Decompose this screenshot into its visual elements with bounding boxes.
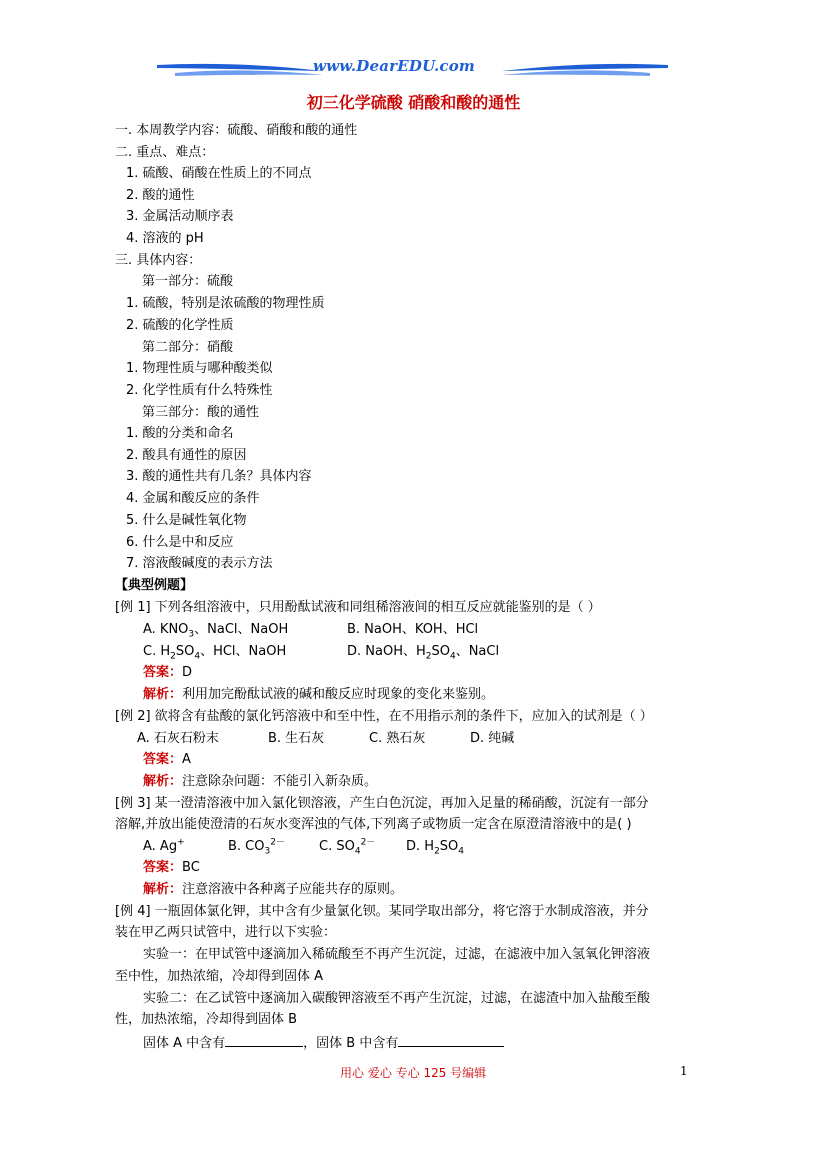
part-1-heading: 第一部分：硫酸: [142, 274, 234, 289]
experiment-2-line-1: 实验二：在乙试管中逐滴加入碳酸钾溶液至不再产生沉淀，过滤，在滤渣中加入盐酸至酸: [143, 991, 651, 1006]
example-3-option-b: B. $CO_3^{2-}$: [228, 837, 285, 857]
page-title: 初三化学硫酸 硝酸和酸的通性: [306, 93, 521, 112]
section-2-heading: 二. 重点、难点：: [115, 145, 215, 160]
list-item: 3. 酸的通性共有几条？具体内容: [126, 469, 312, 484]
example-2-analysis: 解析：注意除杂问题：不能引入新杂质。: [143, 774, 378, 789]
fill-in-line: [143, 1032, 504, 1054]
list-item: 6. 什么是中和反应: [126, 535, 234, 550]
solid-b-label: ，固体 B 中含有: [303, 1036, 399, 1051]
example-3-question-line-2: 溶解,并放出能使澄清的石灰水变浑浊的气体,下列离子或物质一定含在原澄清溶液中的是( ): [115, 817, 632, 832]
list-item: 1. 物理性质与哪种酸类似: [126, 361, 273, 376]
solid-a-blank[interactable]: [225, 1032, 303, 1047]
example-2-option-c: C. 熟石灰: [369, 731, 426, 746]
example-1-option-b: B. NaOH、KOH、HCl: [347, 622, 479, 637]
example-3-analysis: 解析：注意溶液中各种离子应能共存的原则。: [143, 882, 404, 897]
experiment-2-line-2: 性，加热浓缩，冷却得到固体 B: [115, 1012, 298, 1027]
example-2-answer: 答案：A: [143, 752, 191, 767]
footer-text: 用心 爱心 专心 125 号编辑: [340, 1066, 487, 1080]
experiment-1-line-1: 实验一：在甲试管中逐滴加入稀硫酸至不再产生沉淀，过滤，在滤液中加入氢氧化钾溶液: [143, 947, 651, 962]
solid-b-blank[interactable]: [398, 1032, 504, 1047]
solid-a-label: 固体 A 中含有: [143, 1036, 226, 1051]
example-2-question: [例 2] 欲将含有盐酸的氯化钙溶液中和至中性，在不用指示剂的条件下，应加入的试剂是（ ）: [115, 709, 653, 724]
list-item: 2. 化学性质有什么特殊性: [126, 383, 273, 398]
list-item: 4. 溶液的 pH: [126, 231, 204, 246]
header-banner: [155, 55, 670, 83]
example-3-option-c: C. $SO_4^{2-}$: [319, 837, 376, 857]
examples-heading: 【典型例题】: [115, 578, 194, 593]
example-3-option-d: D. $H_2SO_4$: [406, 839, 465, 857]
example-3-question-line-1: [例 3] 某一澄清溶液中加入氯化钡溶液，产生白色沉淀，再加入足量的稀硝酸，沉淀有一部分: [115, 796, 649, 811]
list-item: 5. 什么是碱性氧化物: [126, 513, 247, 528]
section-3-heading: 三. 具体内容：: [115, 253, 202, 268]
list-item: 1. 硫酸，特别是浓硫酸的物理性质: [126, 296, 325, 311]
site-url[interactable]: www.DearEDU.com: [313, 57, 476, 75]
example-3-option-a: A. Ag+: [143, 837, 185, 854]
section-1-heading: 一. 本周教学内容：硫酸、硝酸和酸的通性: [115, 123, 358, 138]
list-item: 2. 硫酸的化学性质: [126, 318, 234, 333]
experiment-1-line-2: 至中性，加热浓缩，冷却得到固体 A: [115, 969, 324, 984]
list-item: 2. 酸的通性: [126, 188, 195, 203]
example-3-answer: 答案：BC: [143, 860, 200, 875]
list-item: 1. 硫酸、硝酸在性质上的不同点: [126, 166, 312, 181]
page-number: 1: [680, 1064, 688, 1078]
example-1-option-d: D. NaOH、$H_2SO_4$、NaCl: [347, 644, 500, 662]
example-1-analysis: 解析：利用加完酚酞试液的碱和酸反应时现象的变化来鉴别。: [143, 687, 495, 702]
example-1-option-c: C. $H_2SO_4$、HCl、NaOH: [143, 644, 287, 662]
example-1-question: [例 1] 下列各组溶液中，只用酚酞试液和同组稀溶液间的相互反应就能鉴别的是（ ）: [115, 600, 601, 615]
list-item: 1. 酸的分类和命名: [126, 426, 234, 441]
list-item: 2. 酸具有通性的原因: [126, 448, 247, 463]
list-item: 4. 金属和酸反应的条件: [126, 491, 260, 506]
example-1-option-a: A. $KNO_3$、NaCl、NaOH: [143, 622, 289, 640]
swoosh-left-icon: [155, 59, 325, 81]
part-2-heading: 第二部分：硝酸: [142, 340, 234, 355]
list-item: 7. 溶液酸碱度的表示方法: [126, 556, 273, 571]
example-2-option-a: A. 石灰石粉末: [137, 731, 219, 746]
example-2-option-b: B. 生石灰: [268, 731, 325, 746]
example-4-question-line-1: [例 4] 一瓶固体氯化钾，其中含有少量氯化钡。某同学取出部分，将它溶于水制成溶液，并分: [115, 904, 649, 919]
example-4-question-line-2: 装在甲乙两只试管中，进行以下实验：: [115, 925, 337, 940]
example-2-option-d: D. 纯碱: [470, 731, 515, 746]
example-1-answer: 答案：D: [143, 665, 193, 680]
swoosh-right-icon: [500, 59, 670, 81]
list-item: 3. 金属活动顺序表: [126, 209, 234, 224]
part-3-heading: 第三部分：酸的通性: [142, 405, 260, 420]
